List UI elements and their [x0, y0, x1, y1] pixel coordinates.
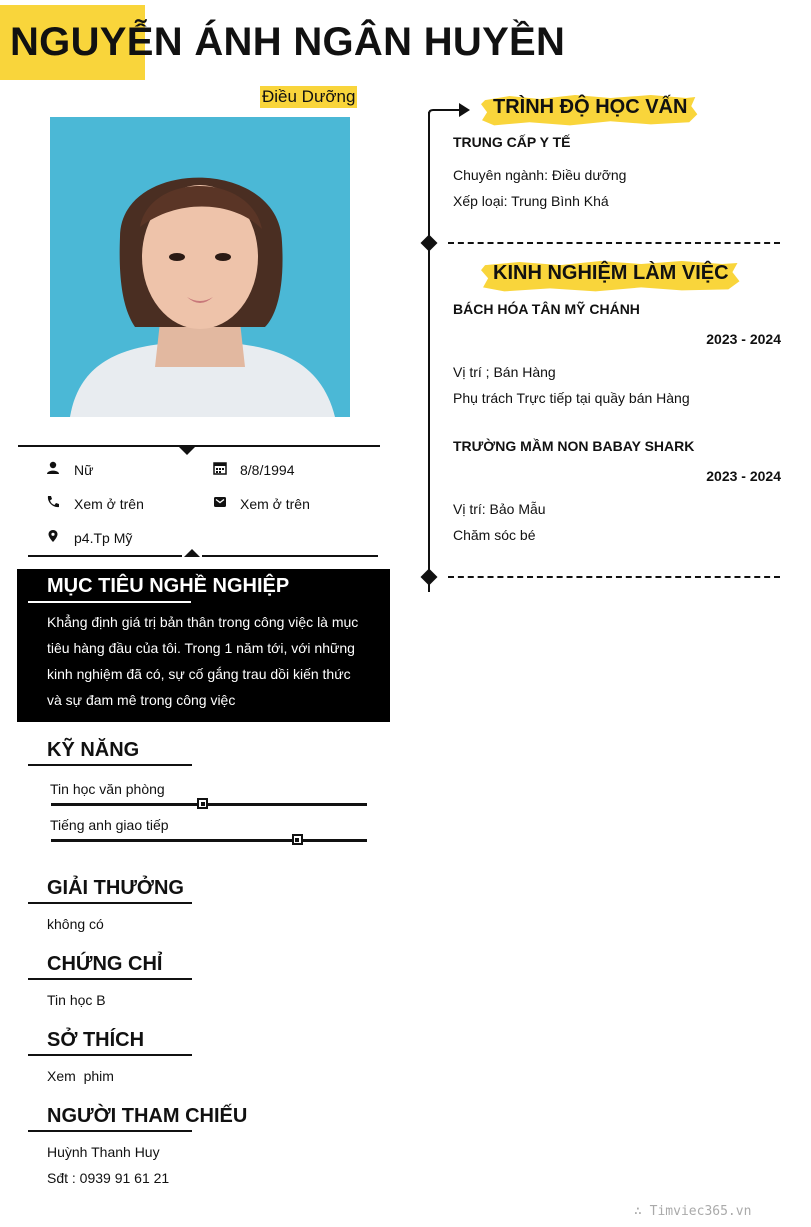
- experience-title-text: KINH NGHIỆM LÀM VIỆC: [493, 262, 729, 284]
- education-major: Chuyên ngành: Điều dưỡng: [453, 167, 627, 183]
- user-icon: [46, 461, 60, 475]
- hobbies-title: SỞ THÍCH: [47, 1029, 145, 1051]
- phone-value: Xem ở trên: [74, 496, 144, 512]
- profile-photo: [50, 117, 350, 417]
- skills-title: KỸ NĂNG: [47, 739, 140, 761]
- timeline-diamond: [421, 235, 438, 252]
- job-period: 2023 - 2024: [706, 331, 781, 347]
- calendar-icon: [213, 461, 227, 475]
- skills-underline: [28, 764, 192, 766]
- experience-divider: [448, 576, 780, 578]
- education-title-text: TRÌNH ĐỘ HỌC VẤN: [493, 96, 688, 118]
- certificates-text: Tin học B: [47, 992, 106, 1008]
- career-objective-text: Khẳng định giá trị bản thân trong công việc là mục tiêu hàng đầu của tôi. Trong 1 năm tới, với những kinh nghiệm đã có, sự cố gắng trau dồi kiến thức và sự đam mê trong công việc: [47, 614, 359, 708]
- timeline-line: [428, 112, 430, 592]
- job-period: 2023 - 2024: [706, 468, 781, 484]
- address-value: p4.Tp Mỹ: [74, 530, 133, 546]
- contact-bottom-line-right: [202, 555, 378, 557]
- education-grade: Xếp loại: Trung Bình Khá: [453, 193, 609, 209]
- skill-bar-track: [51, 803, 367, 806]
- job-duty: Chăm sóc bé: [453, 527, 536, 543]
- hobbies-underline: [28, 1054, 192, 1056]
- birthday-value: 8/8/1994: [240, 462, 295, 478]
- job-duty: Phụ trách Trực tiếp tại quầy bán Hàng: [453, 390, 690, 406]
- job-company: BÁCH HÓA TÂN MỸ CHÁNH: [453, 301, 640, 317]
- hobbies-text: Xem phim: [47, 1068, 114, 1084]
- timeline-arrow-icon: [428, 100, 472, 122]
- email-value: Xem ở trên: [240, 496, 310, 512]
- contact-bottom-line-left: [28, 555, 182, 557]
- contact-top-arrow: [179, 447, 195, 455]
- references-title: NGƯỜI THAM CHIẾU: [47, 1105, 248, 1127]
- experience-title: [479, 260, 743, 287]
- job-position: Vị trí: Bảo Mẫu: [453, 501, 546, 517]
- job-title: Điều Dưỡng: [262, 87, 356, 106]
- career-objective-underline: [28, 601, 191, 603]
- education-school: TRUNG CẤP Y TẾ: [453, 134, 571, 150]
- references-underline: [28, 1130, 192, 1132]
- skill-level-marker: [197, 798, 208, 809]
- skill-label: Tin học văn phòng: [50, 781, 165, 797]
- contact-top-line: [18, 445, 380, 447]
- job-position: Vị trí ; Bán Hàng: [453, 364, 556, 380]
- skill-bar-track: [51, 839, 367, 842]
- awards-text: không có: [47, 916, 104, 932]
- career-objective-title: MỤC TIÊU NGHỀ NGHIỆP: [47, 575, 290, 597]
- certificates-underline: [28, 978, 192, 980]
- awards-underline: [28, 902, 192, 904]
- gender-value: Nữ: [74, 462, 94, 478]
- certificates-title: CHỨNG CHỈ: [47, 953, 163, 975]
- reference-phone: Sđt : 0939 91 61 21: [47, 1170, 170, 1186]
- education-title: [479, 94, 701, 121]
- reference-name: Huỳnh Thanh Huy: [47, 1144, 160, 1160]
- envelope-icon: [213, 495, 227, 509]
- timeline-diamond: [421, 569, 438, 586]
- skill-label: Tiếng anh giao tiếp: [50, 817, 169, 833]
- watermark: ∴ Timviec365.vn: [634, 1204, 752, 1219]
- map-marker-icon: [46, 529, 60, 543]
- phone-icon: [46, 495, 60, 509]
- contact-bottom-arrow: [184, 549, 200, 557]
- job-company: TRƯỜNG MẦM NON BABAY SHARK: [453, 438, 695, 454]
- career-objective-section: [17, 569, 390, 722]
- education-divider: [448, 242, 780, 244]
- skill-level-marker: [292, 834, 303, 845]
- awards-title: GIẢI THƯỞNG: [47, 877, 184, 899]
- candidate-name: NGUYỄN ÁNH NGÂN HUYỀN: [10, 20, 566, 64]
